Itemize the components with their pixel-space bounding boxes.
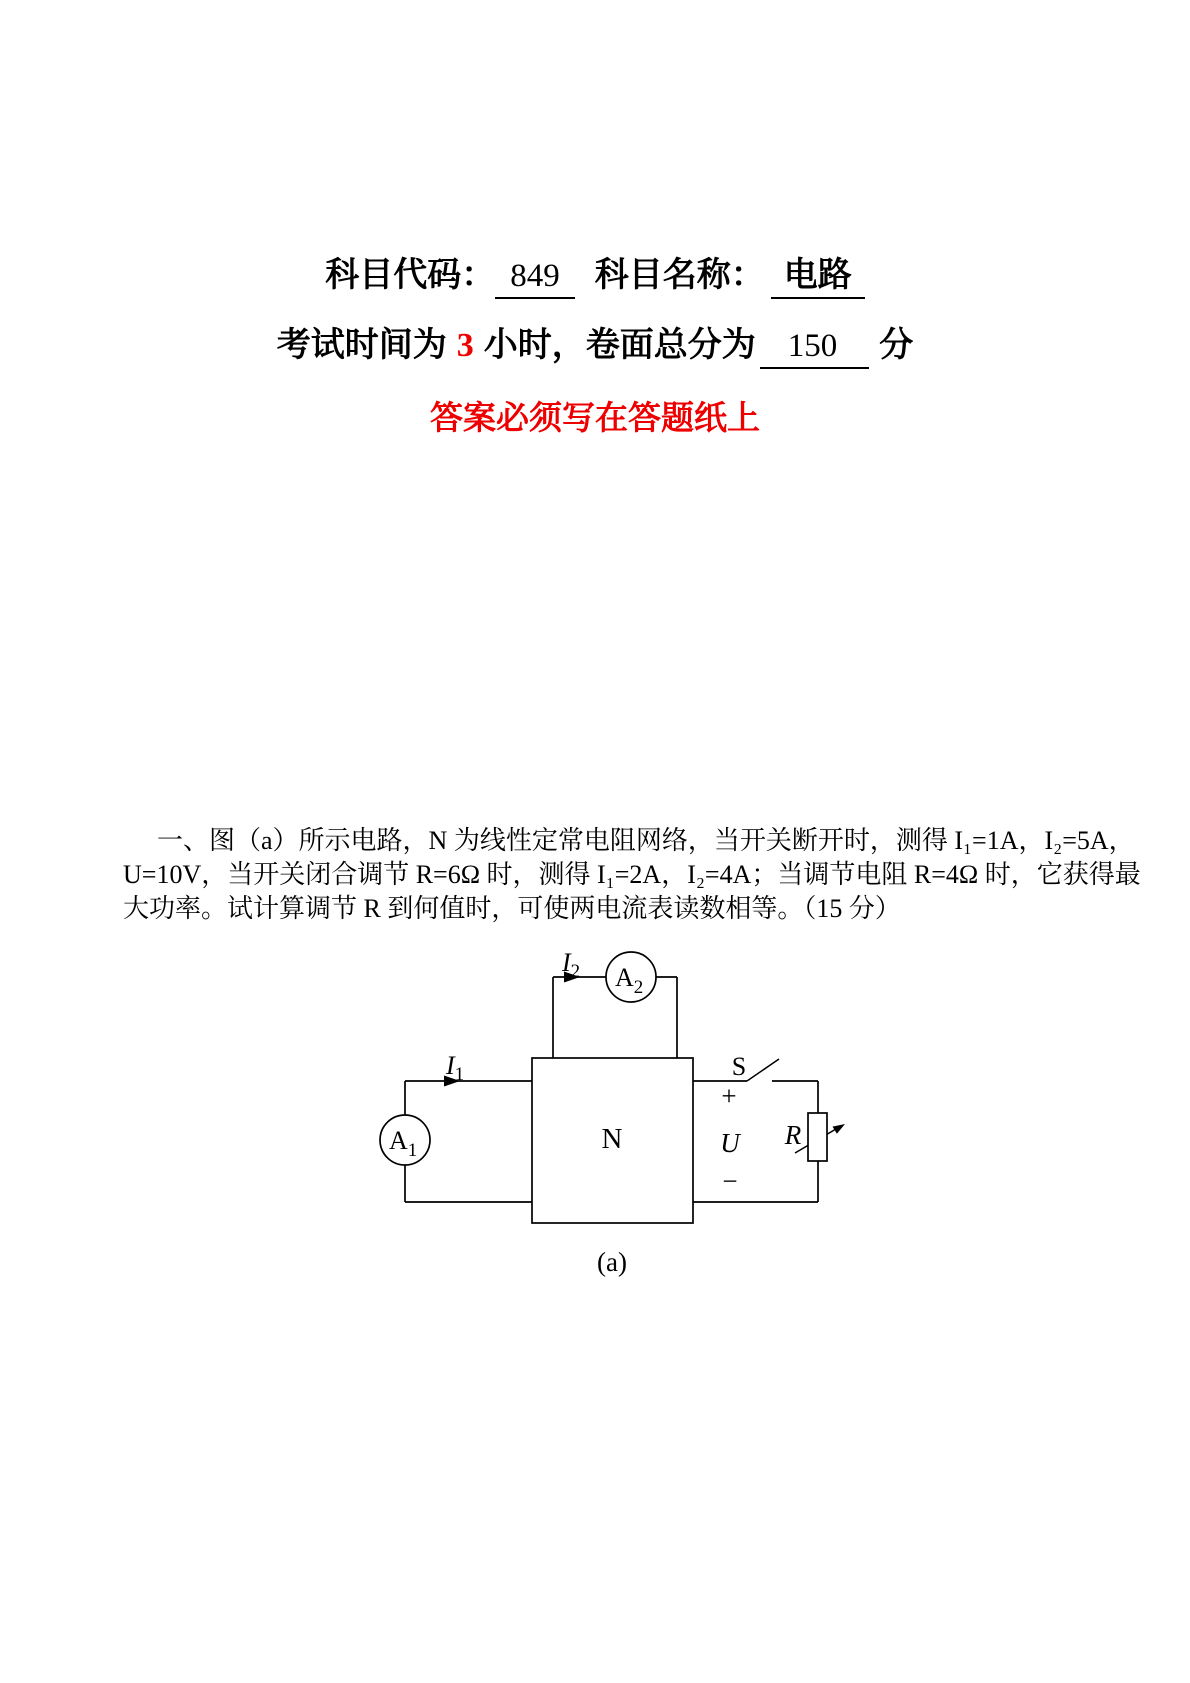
- subject-code-value: 849: [495, 256, 575, 299]
- subject-header-line: [0, 254, 1190, 299]
- score-unit: 分: [879, 326, 914, 364]
- current-label-i2: $I_2$: [562, 948, 581, 982]
- polarity-plus: +: [721, 1081, 737, 1111]
- resistor-body: [808, 1113, 827, 1161]
- circuit-diagram: [330, 930, 870, 1285]
- exam-info-line: [0, 324, 1190, 369]
- subject-name-value: 电路: [771, 254, 865, 299]
- total-score-value: 150: [760, 326, 870, 369]
- answer-notice: 答案必须写在答题纸上: [430, 399, 760, 436]
- figure-caption: (a): [597, 1247, 627, 1277]
- subject-name-label: 科目名称：: [594, 256, 765, 294]
- duration-suffix: 小时，卷面总分为: [483, 326, 756, 364]
- duration-prefix: 考试时间为: [276, 326, 447, 364]
- current-label-i1: $I_1$: [446, 1051, 465, 1085]
- ammeter-label-a2: $A_2$: [615, 963, 644, 998]
- voltage-label: U: [720, 1128, 740, 1158]
- switch-label: S: [731, 1052, 747, 1081]
- resistor-label: R: [784, 1120, 802, 1150]
- problem-line-1: 一、图（a）所示电路，N 为线性定常电阻网络，当开关断开时，测得 I₁=1A，I₂=5A，: [157, 826, 1135, 855]
- problem-line-3: 大功率。试计算调节 R 到何值时，可使两电流表读数相等。（15 分）: [123, 894, 901, 923]
- resistor-arrow-icon: [833, 1124, 846, 1134]
- subject-code-label: 科目代码：: [325, 256, 496, 294]
- polarity-minus: −: [722, 1166, 738, 1196]
- problem-line-2: U=10V，当开关闭合调节 R=6Ω 时，测得 I₁=2A，I₂=4A；当调节电阻 R=4Ω 时，它获得最: [123, 860, 1141, 889]
- switch-blade: [747, 1059, 779, 1081]
- duration-hours: 3: [456, 327, 474, 364]
- network-label: N: [601, 1123, 623, 1155]
- ammeter-label-a1: $A_1$: [389, 1126, 418, 1161]
